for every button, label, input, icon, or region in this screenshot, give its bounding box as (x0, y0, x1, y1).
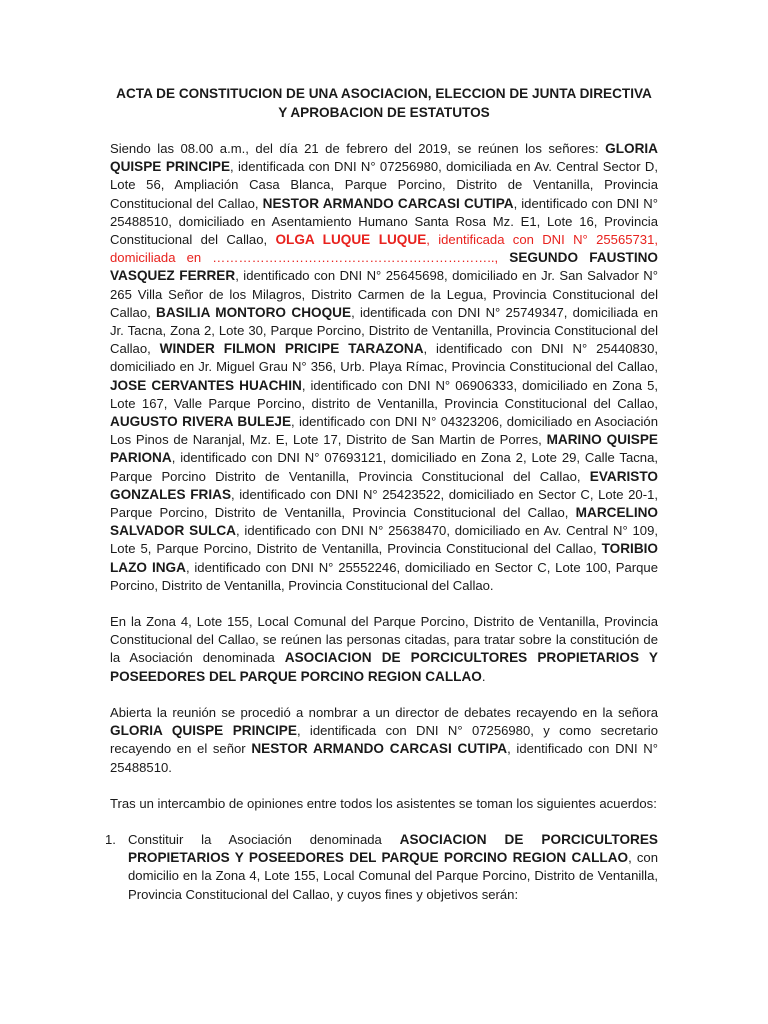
text-highlight: , identificada con DNI N° 25565731, domiciliada en ……………………………………………………….., (110, 232, 658, 266)
person-name: GLORIA QUISPE PRINCIPE (110, 723, 297, 739)
person-name: GLORIA QUISPE PRINCIPE (110, 141, 658, 175)
association-name: ASOCIACION DE PORCICULTORES PROPIETARIOS Y POSEEDORES DEL PARQUE PORCINO REGION CALLAO (128, 831, 658, 866)
text: , identificado con DNI N° 04323206, domiciliado en Asociación Los Pinos de Naranjal, Mz. E, Lote 17, Distrito de San Martin de Porres, (110, 414, 658, 448)
person-name: NESTOR ARMANDO CARCASI CUTIPA (251, 741, 508, 757)
person-name: JOSE CERVANTES HUACHIN (110, 377, 302, 393)
text: , identificado con DNI N° 25488510. (110, 741, 658, 775)
document-title: ACTA DE CONSTITUCION DE UNA ASOCIACION, ELECCION DE JUNTA DIRECTIVA Y APROBACION DE ESTATUTOS (116, 86, 652, 120)
text: , identificado con DNI N° 06906333, domiciliado en Zona 5, Lote 167, Valle Parque Porcino, distrito de Ventanilla, Provincia Constitucional del Callao, (110, 377, 658, 411)
list-number: 1. (105, 831, 116, 847)
text: En la Zona 4, Lote 155, Local Comunal del Parque Porcino, Distrito de Ventanilla, Provincia Constitucional del Callao, se reúnen las personas citadas, para tratar sobre la constitución de la Asociación denominada (110, 614, 658, 666)
list-item (105, 831, 659, 904)
person-name: MARINO QUISPE PARIONA (110, 432, 659, 466)
person-name: SEGUNDO FAUSTINO VASQUEZ FERRER (110, 250, 658, 284)
text: , identificada con DNI N° 07256980, y como secretario recayendo en el señor (110, 723, 658, 757)
text: Abierta la reunión se procedió a nombrar a un director de debates recayendo en la señora (110, 704, 658, 720)
meeting-place-paragraph (110, 613, 658, 686)
attendees-paragraph (110, 140, 658, 595)
text: , identificado con DNI N° 25488510, domiciliado en Asentamiento Humano Santa Rosa Mz. E1, Lote 16, Provincia Constitucional del Callao, (110, 195, 658, 248)
text: , identificado con DNI N° 25552246, domiciliado en Sector C, Lote 100, Parque Porcino, Distrito de Ventanilla, Provincia Constitucional del Callao. (110, 559, 658, 593)
person-name: TORIBIO LAZO INGA (110, 541, 658, 575)
person-name: AUGUSTO RIVERA BULEJE (110, 414, 292, 430)
text: , identificada con DNI N° 07256980, domiciliada en Av. Central Sector D, Lote 56, Ampliación Casa Blanca, Parque Porcino, Distrito de Ventanilla, Provincia Constitucional del Callao, (110, 159, 658, 211)
text: , identificado con DNI N° 25423522, domiciliado en Sector C, Lote 20-1, Parque Porcino, Distrito de Ventanilla, Provincia Constitucional del Callao, (110, 486, 658, 521)
director-paragraph (110, 704, 658, 777)
agreements-intro: Tras un intercambio de opiniones entre todos los asistentes se toman los siguientes acuerdos: (110, 795, 657, 811)
text: , identificado con DNI N° 25440830, domiciliado en Jr. Miguel Grau N° 356, Urb. Playa Rímac, Provincia Constitucional del Callao, (110, 341, 658, 375)
person-name: BASILIA MONTORO CHOQUE (156, 304, 352, 320)
text: . (481, 668, 486, 684)
text: Siendo las 08.00 a.m., del día 21 de febrero del 2019, se reúnen los señores: (110, 141, 606, 156)
text: , identificado con DNI N° 07693121, domiciliado en Zona 2, Lote 29, Calle Tacna, Parque Porcino Distrito de Ventanilla, Provincia Constitucional del Callao, (110, 450, 658, 484)
person-name: NESTOR ARMANDO CARCASI CUTIPA (262, 195, 514, 211)
person-name: WINDER FILMON PRICIPE TARAZONA (159, 341, 424, 357)
text: Constituir la Asociación denominada (128, 831, 400, 847)
person-name-highlight: OLGA LUQUE LUQUE (275, 232, 427, 248)
text: , identificado con DNI N° 25645698, domiciliado en Jr. San Salvador N° 265 Villa Señor de los Milagros, Distrito Carmen de la Legua, Provincia Constitucional del Callao, (110, 268, 658, 320)
text: , identificado con DNI N° 25638470, domiciliado en Av. Central N° 109, Lote 5, Parque Porcino, Distrito de Ventanilla, Provincia Constitucional del Callao, (110, 523, 658, 557)
agreements-list (105, 831, 659, 904)
person-name: MARCELINO SALVADOR SULCA (110, 505, 658, 539)
association-name: ASOCIACION DE PORCICULTORES PROPIETARIOS Y POSEEDORES DEL PARQUE PORCINO REGION CALLAO (110, 650, 658, 684)
text: , identificada con DNI N° 25749347, domiciliada en Jr. Tacna, Zona 2, Lote 30, Parque Porcino, Distrito de Ventanilla, Provincia Constitucional del Callao, (110, 304, 658, 357)
text: , con domicilio en la Zona 4, Lote 155, Local Comunal del Parque Porcino, Distrito de Ventanilla, Provincia Constitucional del Callao, y cuyos fines y objetivos serán: (128, 850, 659, 902)
person-name: EVARISTO GONZALES FRIAS (110, 468, 658, 502)
